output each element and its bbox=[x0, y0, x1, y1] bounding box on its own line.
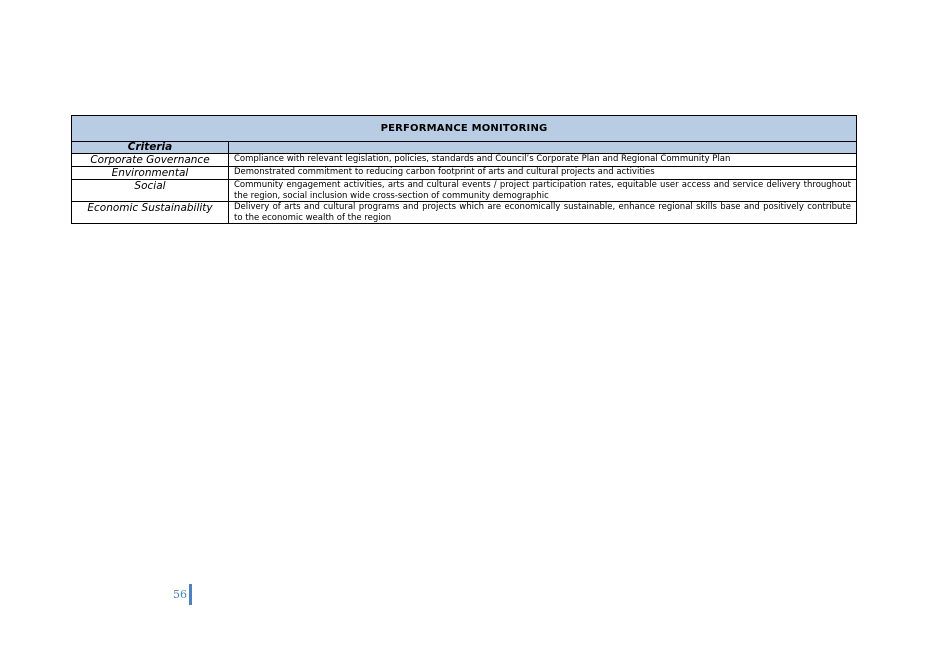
description-cell: Delivery of arts and cultural programs and projects which are economically sustainable, enhance regional skills base and positively contribute to the economic wealth of the region bbox=[229, 202, 857, 224]
description-cell: Demonstrated commitment to reducing carbon footprint of arts and cultural projects and activities bbox=[229, 167, 857, 180]
table-title: PERFORMANCE MONITORING bbox=[72, 116, 857, 142]
page-number-accent-bar bbox=[189, 584, 192, 605]
table-row bbox=[72, 167, 857, 180]
criteria-column-header: Criteria bbox=[72, 142, 229, 154]
performance-monitoring-table bbox=[71, 115, 857, 224]
description-cell: Community engagement activities, arts and cultural events / project participation rates, equitable user access and service delivery throughout the region, social inclusion wide cross-section of community demographic bbox=[229, 180, 857, 202]
description-column-header bbox=[229, 142, 857, 154]
criteria-cell: Corporate Governance bbox=[72, 154, 229, 167]
table-header-row bbox=[72, 142, 857, 154]
criteria-cell: Social bbox=[72, 180, 229, 202]
criteria-cell: Environmental bbox=[72, 167, 229, 180]
criteria-cell: Economic Sustainability bbox=[72, 202, 229, 224]
table-row bbox=[72, 202, 857, 224]
table-title-row bbox=[72, 116, 857, 142]
table-row bbox=[72, 180, 857, 202]
description-cell: Compliance with relevant legislation, policies, standards and Council’s Corporate Plan and Regional Community Plan bbox=[229, 154, 857, 167]
page-number: 56 bbox=[173, 588, 187, 601]
table-row bbox=[72, 154, 857, 167]
